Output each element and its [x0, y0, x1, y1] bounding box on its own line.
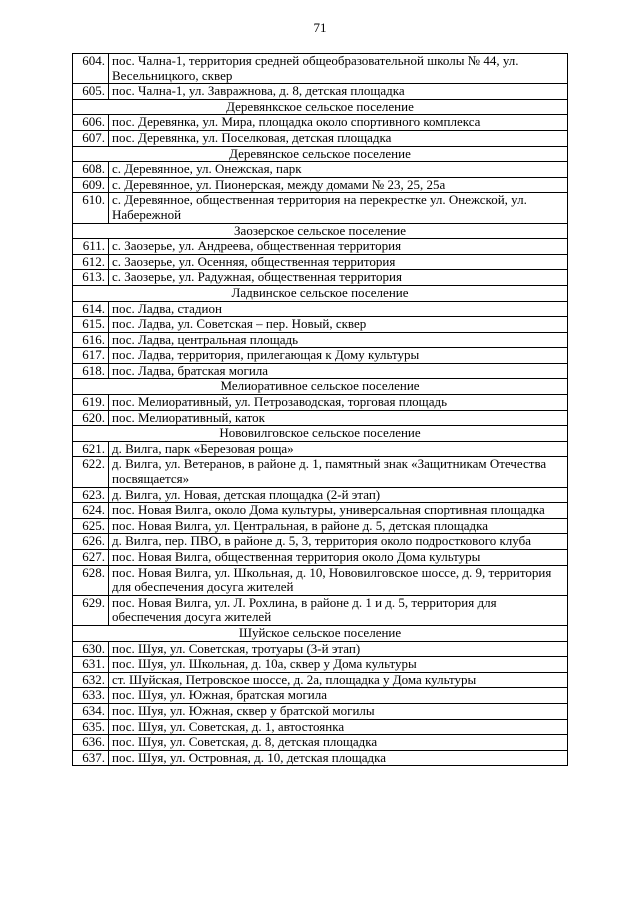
row-description: пос. Шуя, ул. Советская, д. 8, детская площадка	[109, 735, 568, 751]
row-number: 625.	[73, 518, 109, 534]
row-number: 614.	[73, 301, 109, 317]
section-title: Деревянское сельское поселение	[73, 146, 568, 162]
table-row	[73, 688, 568, 704]
table-row	[73, 534, 568, 550]
row-number: 630.	[73, 641, 109, 657]
row-description: с. Деревянное, ул. Онежская, парк	[109, 162, 568, 178]
row-description: пос. Шуя, ул. Советская, д. 1, автостоянка	[109, 719, 568, 735]
row-description: пос. Ладва, братская могила	[109, 363, 568, 379]
row-number: 606.	[73, 115, 109, 131]
row-description: пос. Мелиоративный, ул. Петрозаводская, торговая площадь	[109, 395, 568, 411]
row-number: 609.	[73, 177, 109, 193]
row-description: пос. Шуя, ул. Островная, д. 10, детская площадка	[109, 750, 568, 766]
row-number: 622.	[73, 457, 109, 487]
row-description: пос. Деревянка, ул. Поселковая, детская площадка	[109, 130, 568, 146]
row-number: 629.	[73, 595, 109, 625]
table-row	[73, 657, 568, 673]
row-description: пос. Чална-1, ул. Завражнова, д. 8, детская площадка	[109, 84, 568, 100]
table-row	[73, 54, 568, 84]
row-number: 626.	[73, 534, 109, 550]
row-description: пос. Шуя, ул. Советская, тротуары (3-й этап)	[109, 641, 568, 657]
row-number: 623.	[73, 487, 109, 503]
row-number: 637.	[73, 750, 109, 766]
section-header-row	[73, 285, 568, 301]
row-description: пос. Ладва, ул. Советская – пер. Новый, сквер	[109, 317, 568, 333]
section-title: Ладвинское сельское поселение	[73, 285, 568, 301]
section-title: Заозерское сельское поселение	[73, 223, 568, 239]
table-row	[73, 550, 568, 566]
section-title: Деревянкское сельское поселение	[73, 99, 568, 115]
row-number: 628.	[73, 565, 109, 595]
row-description: пос. Шуя, ул. Южная, братская могила	[109, 688, 568, 704]
table-row	[73, 270, 568, 286]
row-description: пос. Шуя, ул. Южная, сквер у братской могилы	[109, 703, 568, 719]
row-number: 616.	[73, 332, 109, 348]
row-number: 632.	[73, 672, 109, 688]
table-row	[73, 441, 568, 457]
section-header-row	[73, 223, 568, 239]
table-row	[73, 115, 568, 131]
table-row	[73, 130, 568, 146]
row-number: 604.	[73, 54, 109, 84]
row-number: 605.	[73, 84, 109, 100]
table-row	[73, 503, 568, 519]
table-row	[73, 595, 568, 625]
row-description: д. Вилга, ул. Ветеранов, в районе д. 1, памятный знак «Защитникам Отечества посвящается»	[109, 457, 568, 487]
table-row	[73, 317, 568, 333]
row-description: ст. Шуйская, Петровское шоссе, д. 2а, площадка у Дома культуры	[109, 672, 568, 688]
row-number: 615.	[73, 317, 109, 333]
table-row	[73, 518, 568, 534]
row-description: пос. Новая Вилга, общественная территория около Дома культуры	[109, 550, 568, 566]
row-number: 618.	[73, 363, 109, 379]
table-row	[73, 193, 568, 223]
row-description: пос. Мелиоративный, каток	[109, 410, 568, 426]
row-description: пос. Ладва, стадион	[109, 301, 568, 317]
table-row	[73, 162, 568, 178]
section-header-row	[73, 99, 568, 115]
table-row	[73, 672, 568, 688]
row-description: с. Деревянное, общественная территория на перекрестке ул. Онежской, ул. Набережной	[109, 193, 568, 223]
objects-table	[72, 53, 568, 766]
row-description: пос. Новая Вилга, около Дома культуры, универсальная спортивная площадка	[109, 503, 568, 519]
table-row	[73, 239, 568, 255]
table-row	[73, 750, 568, 766]
row-number: 607.	[73, 130, 109, 146]
table-row	[73, 457, 568, 487]
row-description: с. Заозерье, ул. Андреева, общественная территория	[109, 239, 568, 255]
row-number: 620.	[73, 410, 109, 426]
table-row	[73, 301, 568, 317]
table-row	[73, 735, 568, 751]
row-number: 631.	[73, 657, 109, 673]
row-description: с. Деревянное, ул. Пионерская, между домами № 23, 25, 25а	[109, 177, 568, 193]
table-row	[73, 348, 568, 364]
section-title: Мелиоративное сельское поселение	[73, 379, 568, 395]
section-header-row	[73, 379, 568, 395]
row-description: пос. Новая Вилга, ул. Центральная, в районе д. 5, детская площадка	[109, 518, 568, 534]
row-number: 608.	[73, 162, 109, 178]
table-row	[73, 363, 568, 379]
section-title: Шуйское сельское поселение	[73, 625, 568, 641]
section-title: Нововилговское сельское поселение	[73, 426, 568, 442]
row-number: 619.	[73, 395, 109, 411]
row-number: 635.	[73, 719, 109, 735]
row-description: д. Вилга, ул. Новая, детская площадка (2-й этап)	[109, 487, 568, 503]
table-row	[73, 84, 568, 100]
row-description: с. Заозерье, ул. Осенняя, общественная территория	[109, 254, 568, 270]
table-row	[73, 487, 568, 503]
table-row	[73, 641, 568, 657]
row-description: д. Вилга, пер. ПВО, в районе д. 5, 3, территория около подросткового клуба	[109, 534, 568, 550]
row-number: 636.	[73, 735, 109, 751]
table-body	[73, 54, 568, 766]
row-description: пос. Чална-1, территория средней общеобразовательной школы № 44, ул. Весельницкого, сквер	[109, 54, 568, 84]
row-description: с. Заозерье, ул. Радужная, общественная территория	[109, 270, 568, 286]
row-description: пос. Новая Вилга, ул. Л. Рохлина, в районе д. 1 и д. 5, территория для обеспечения досуга жителей	[109, 595, 568, 625]
row-description: пос. Шуя, ул. Школьная, д. 10а, сквер у Дома культуры	[109, 657, 568, 673]
row-number: 621.	[73, 441, 109, 457]
table-row	[73, 703, 568, 719]
table-row	[73, 332, 568, 348]
row-description: д. Вилга, парк «Березовая роща»	[109, 441, 568, 457]
table-row	[73, 254, 568, 270]
row-number: 610.	[73, 193, 109, 223]
section-header-row	[73, 146, 568, 162]
row-number: 624.	[73, 503, 109, 519]
row-number: 627.	[73, 550, 109, 566]
table-row	[73, 410, 568, 426]
row-description: пос. Новая Вилга, ул. Школьная, д. 10, Нововилговское шоссе, д. 9, территория для обеспечения досуга жителей	[109, 565, 568, 595]
row-number: 612.	[73, 254, 109, 270]
row-description: пос. Ладва, территория, прилегающая к Дому культуры	[109, 348, 568, 364]
table-row	[73, 565, 568, 595]
row-number: 633.	[73, 688, 109, 704]
row-number: 611.	[73, 239, 109, 255]
section-header-row	[73, 426, 568, 442]
table-row	[73, 177, 568, 193]
row-description: пос. Ладва, центральная площадь	[109, 332, 568, 348]
table-row	[73, 395, 568, 411]
section-header-row	[73, 625, 568, 641]
page-number: 71	[313, 20, 327, 35]
row-description: пос. Деревянка, ул. Мира, площадка около спортивного комплекса	[109, 115, 568, 131]
table-row	[73, 719, 568, 735]
row-number: 613.	[73, 270, 109, 286]
row-number: 634.	[73, 703, 109, 719]
row-number: 617.	[73, 348, 109, 364]
